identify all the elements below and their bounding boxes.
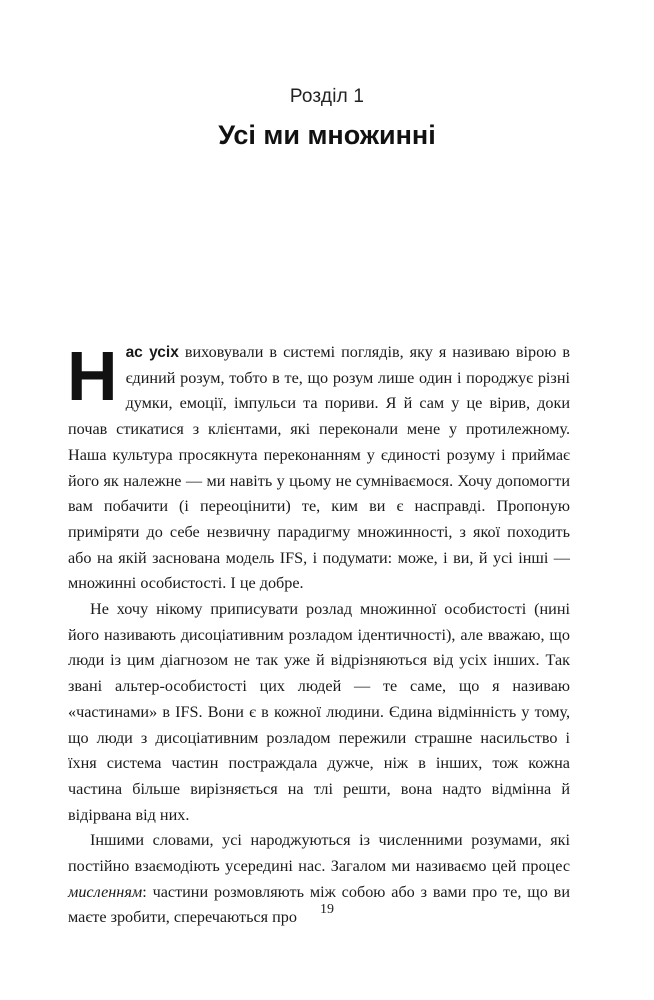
drop-cap: Н [67, 337, 118, 415]
chapter-label: Розділ 1 [289, 86, 365, 107]
paragraph-2: Не хочу нікому приписувати розлад множинної особистості (нині його називають дисоціативним розладом ідентичності), але вважаю, що люди із цим діагнозом не так уже й відрізняються від усіх інших. Так звані альтер-особистості цих людей — те саме, що я називаю «частинами» в IFS. Вони є в кожної людини. Єдина відмінність у тому, що люди з дисоціативним розладом пережили страшне насильство і їхня система частин постраждала дужче, ніж в інших, тож кожна частина більше вирізняється на тлі решти, вона надто відмінна й відірвана від них. [68, 600, 570, 824]
paragraph-3-text-after: : частини розмовляють між собою або з вами про те, що ви маєте зробити, сперечаються про [68, 882, 570, 927]
paragraph-3-text-before: Іншими словами, усі народжуються із численними розумами, які постійно взаємодіють усередині нас. Загалом ми називаємо цей процес [68, 831, 570, 876]
lead-in: ас усіх [125, 344, 179, 361]
body-text [67, 337, 570, 931]
paragraph-1-text: виховували в системі поглядів, яку я називаю вірою в єдиний розум, тобто в те, що розум лише один і породжує різні думки, емоції, імпульси та пориви. Я й сам у це вірив, доки почав стикатися з клієнтами, які переконали мене у протилежному. Наша культура просякнута переконанням у єдиності розуму і приймає його як належне — ми навіть у цьому не сумніваємося. Хочу допомогти вам побачити (і переоцінити) те, ким ви є насправді. Пропоную приміряти до себе незвичну парадигму множинності, з якої походить або на якій заснована модель IFS, і подумати: може, і ви, й усі інші — множинні особистості. І це добре. [68, 343, 570, 593]
chapter-title: Усі ми множинні [218, 120, 436, 150]
page-number: 19 [320, 902, 334, 917]
paragraph-1 [67, 337, 570, 597]
emphasis-thinking: мисленням [68, 882, 143, 901]
